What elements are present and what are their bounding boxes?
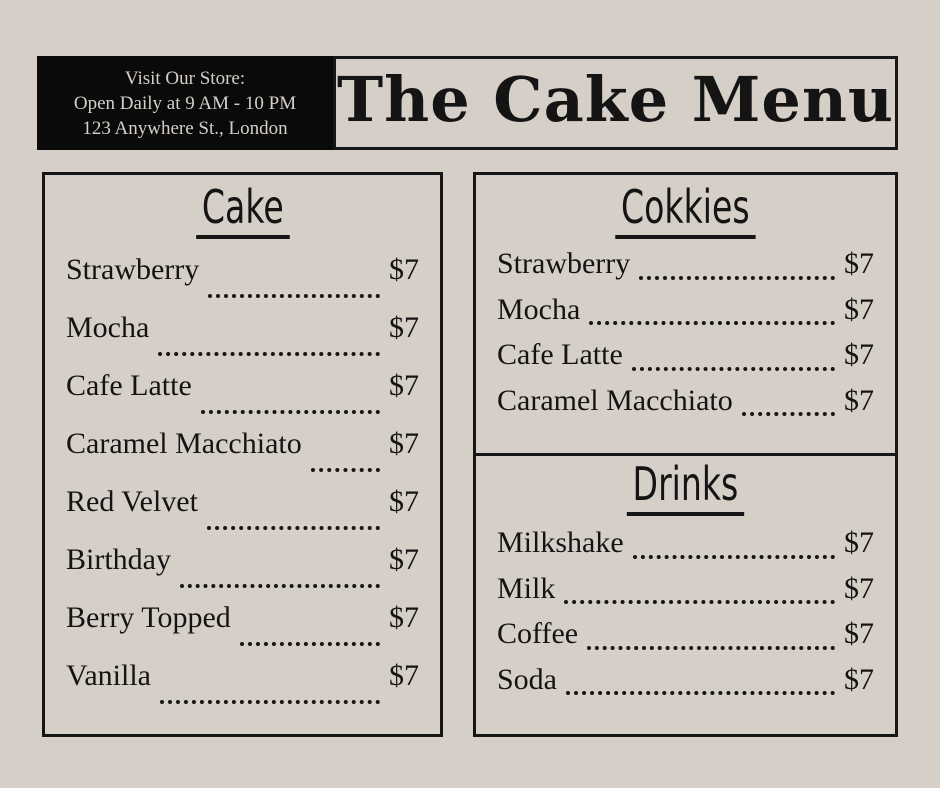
menu-item-row [66, 659, 419, 717]
dot-leader [589, 321, 835, 325]
menu-item-row [497, 617, 874, 663]
menu-item-row [497, 384, 874, 430]
cake-item-list [45, 253, 440, 717]
menu-item-row [66, 485, 419, 543]
menu-item-row [66, 369, 419, 427]
header [37, 56, 898, 150]
cokkies-section-title: Cokkies [615, 183, 755, 239]
dot-leader [158, 352, 380, 356]
dot-leader [180, 584, 380, 588]
store-info-line: Visit Our Store: [124, 67, 246, 89]
dot-leader [566, 691, 835, 695]
cake-section-title: Cake [196, 183, 289, 239]
item-name: Soda [497, 662, 557, 696]
right-panel [473, 172, 898, 737]
menu-item-row [66, 543, 419, 601]
dot-leader [632, 367, 835, 371]
item-price: $7 [844, 383, 874, 417]
dot-leader [240, 642, 380, 646]
page-title: The Cake Menu [337, 63, 894, 136]
store-info-line: Open Daily at 9 AM - 10 PM [73, 92, 297, 114]
item-name: Cafe Latte [66, 369, 192, 403]
menu-item-row [66, 311, 419, 369]
item-name: Berry Topped [66, 601, 231, 635]
cake-section [42, 172, 443, 737]
cokkies-section-header [476, 180, 895, 239]
item-price: $7 [844, 617, 874, 651]
item-name: Caramel Macchiato [497, 383, 733, 417]
item-price: $7 [389, 427, 419, 461]
item-name: Coffee [497, 617, 579, 651]
item-name: Mocha [66, 311, 150, 345]
cake-section-header [45, 180, 440, 239]
dot-leader [201, 410, 380, 414]
item-name: Cafe Latte [497, 338, 623, 372]
menu-item-row [497, 293, 874, 339]
menu-item-row [497, 338, 874, 384]
item-price: $7 [389, 543, 419, 577]
dot-leader [639, 276, 835, 280]
item-price: $7 [389, 601, 419, 635]
dot-leader [311, 468, 380, 472]
item-price: $7 [844, 526, 874, 560]
menu-item-row [66, 601, 419, 659]
item-price: $7 [389, 311, 419, 345]
dot-leader [564, 600, 835, 604]
menu-item-row [497, 247, 874, 293]
item-name: Strawberry [497, 247, 631, 281]
menu-item-row [497, 526, 874, 572]
dot-leader [160, 700, 380, 704]
item-price: $7 [844, 292, 874, 326]
item-price: $7 [844, 247, 874, 281]
item-price: $7 [844, 338, 874, 372]
menu-item-row [497, 572, 874, 618]
dot-leader [633, 555, 835, 559]
item-price: $7 [389, 485, 419, 519]
item-name: Mocha [497, 292, 581, 326]
item-price: $7 [389, 253, 419, 287]
dot-leader [207, 526, 380, 530]
drinks-section-header [476, 457, 895, 516]
item-name: Milk [497, 571, 556, 605]
item-name: Birthday [66, 543, 171, 577]
item-name: Caramel Macchiato [66, 427, 302, 461]
item-price: $7 [389, 369, 419, 403]
item-name: Vanilla [66, 659, 151, 693]
cokkies-item-list [476, 247, 895, 429]
drinks-section [476, 456, 895, 734]
item-price: $7 [844, 571, 874, 605]
menu-item-row [497, 663, 874, 709]
menu-item-row [66, 253, 419, 311]
item-price: $7 [389, 659, 419, 693]
item-name: Milkshake [497, 526, 624, 560]
dot-leader [208, 294, 380, 298]
dot-leader [742, 412, 835, 416]
item-price: $7 [844, 662, 874, 696]
item-name: Red Velvet [66, 485, 198, 519]
cokkies-section [476, 175, 895, 456]
dot-leader [587, 646, 835, 650]
drinks-section-title: Drinks [627, 460, 744, 516]
title-box [333, 56, 898, 150]
store-info-line: 123 Anywhere St., London [82, 117, 288, 139]
drinks-item-list [476, 526, 895, 708]
item-name: Strawberry [66, 253, 200, 287]
store-info-box [37, 56, 333, 150]
menu-item-row [66, 427, 419, 485]
